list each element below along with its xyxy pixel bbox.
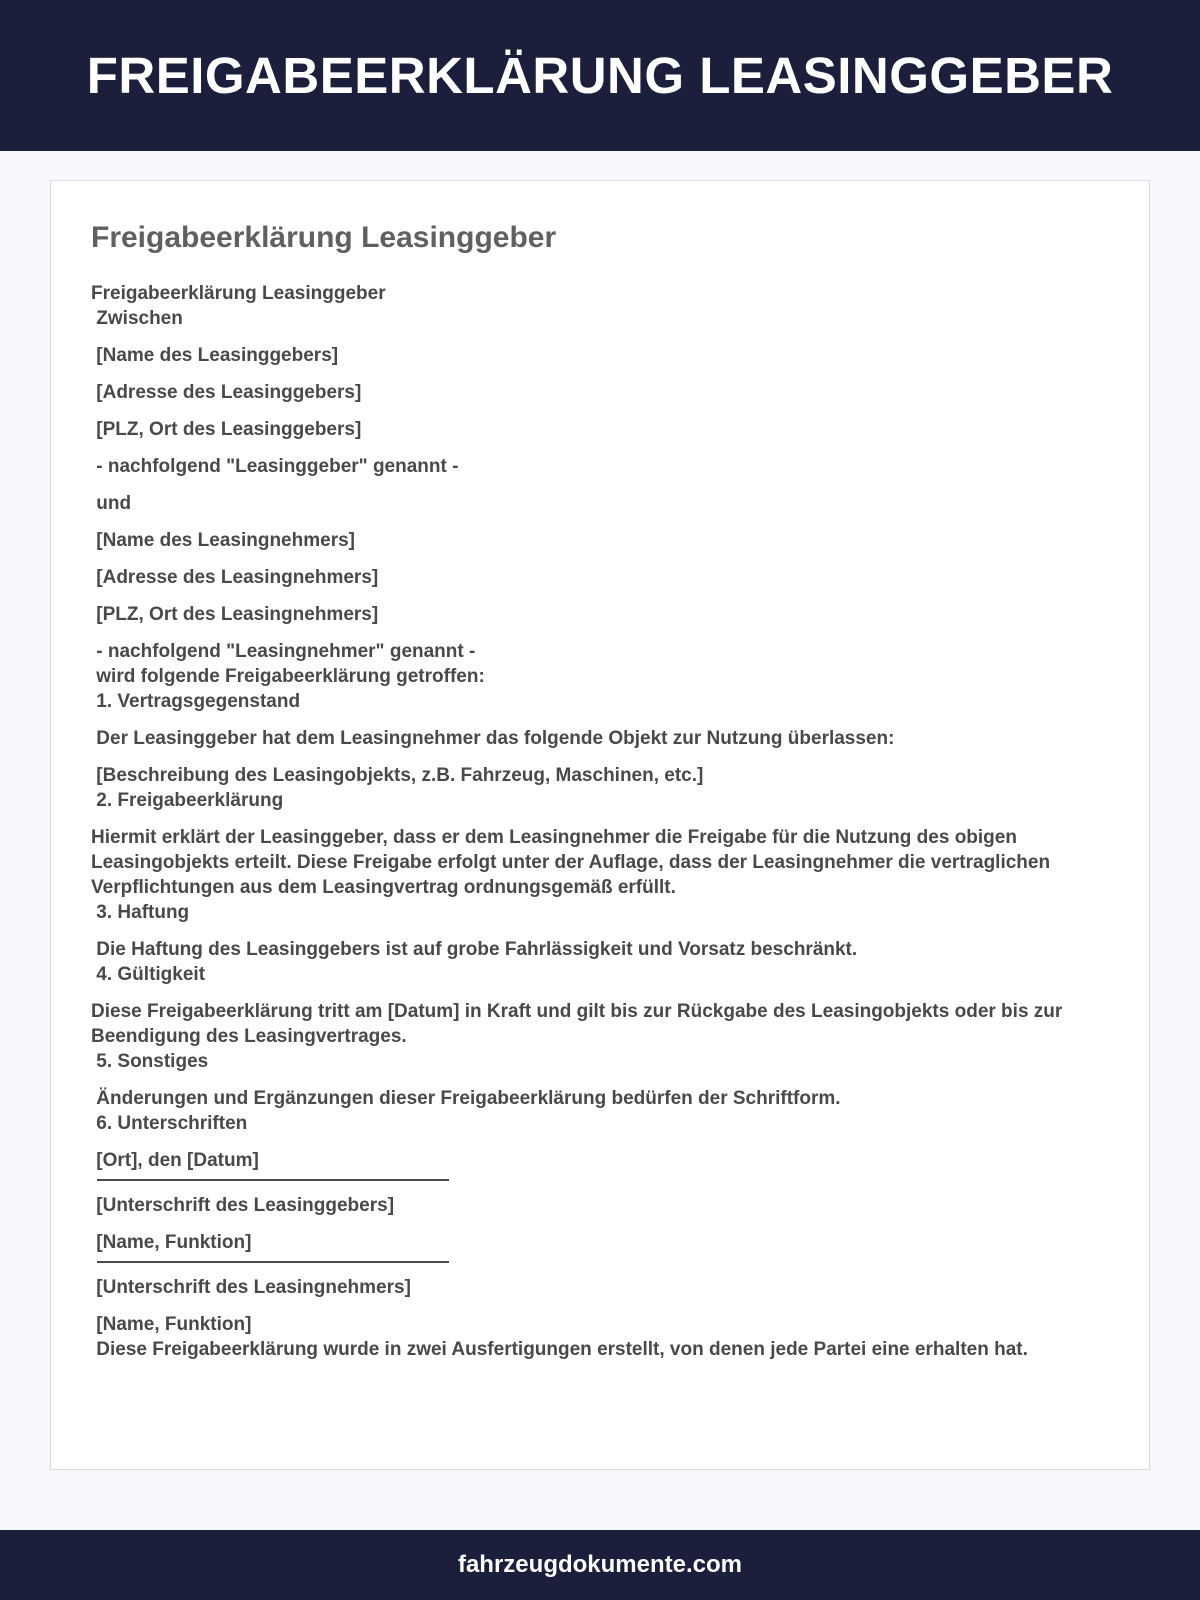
agreement-intro: wird folgende Freigabeerklärung getroffen: xyxy=(91,666,485,687)
lessor-designation: - nachfolgend "Leasinggeber" genannt - xyxy=(91,456,459,477)
closing-note: Diese Freigabeerklärung wurde in zwei Ausfertigungen erstellt, von denen jede Partei eine erhalten hat. xyxy=(91,1339,1028,1360)
signature-line-lessor xyxy=(97,1179,449,1181)
lessor-name: [Name des Leasinggebers] xyxy=(91,345,339,366)
section-2-heading: 2. Freigabeerklärung xyxy=(91,790,284,811)
signature-line-lessee xyxy=(97,1261,449,1263)
lessor-signature-label: [Unterschrift des Leasinggebers] xyxy=(91,1195,395,1216)
lessee-name-function: [Name, Funktion] xyxy=(91,1314,252,1335)
header-title: FREIGABEERKLÄRUNG LEASINGGEBER xyxy=(86,47,1114,104)
lessee-signature-label: [Unterschrift des Leasingnehmers] xyxy=(91,1277,411,1298)
intro-between: Zwischen xyxy=(91,308,183,329)
page-footer xyxy=(0,1530,1200,1600)
lessor-city: [PLZ, Ort des Leasinggebers] xyxy=(91,419,362,440)
lessor-address: [Adresse des Leasinggebers] xyxy=(91,382,362,403)
section-5-text: Änderungen und Ergänzungen dieser Freigabeerklärung bedürfen der Schriftform. xyxy=(91,1088,841,1109)
section-1-object: [Beschreibung des Leasingobjekts, z.B. Fahrzeug, Maschinen, etc.] xyxy=(91,765,704,786)
lessee-designation: - nachfolgend "Leasingnehmer" genannt - xyxy=(91,641,476,662)
lessee-address: [Adresse des Leasingnehmers] xyxy=(91,567,379,588)
document-title: Freigabeerklärung Leasinggeber xyxy=(91,221,557,254)
document-card xyxy=(50,180,1150,1470)
section-6-heading: 6. Unterschriften xyxy=(91,1113,248,1134)
section-4-text: Diese Freigabeerklärung tritt am [Datum] in Kraft und gilt bis zur Rückgabe des Leasingobjekts oder bis zur Beendigung des Leasingvertrages. xyxy=(91,1001,1063,1047)
section-5-heading: 5. Sonstiges xyxy=(91,1051,209,1072)
section-2-text: Hiermit erklärt der Leasinggeber, dass er dem Leasingnehmer die Freigabe für die Nutzung des obigen Leasingobjekts erteilt. Diese Freigabe erfolgt unter der Auflage, dass der Leasingnehmer die vertraglichen Verpflichtungen aus dem Leasingvertrag ordnungsgemäß erfüllt. xyxy=(91,827,1051,898)
section-3-heading: 3. Haftung xyxy=(91,902,190,923)
and-line: und xyxy=(91,493,132,514)
footer-site: fahrzeugdokumente.com xyxy=(457,1551,743,1578)
section-3-text: Die Haftung des Leasinggebers ist auf grobe Fahrlässigkeit und Vorsatz beschränkt. xyxy=(91,939,858,960)
section-1-text: Der Leasinggeber hat dem Leasingnehmer das folgende Objekt zur Nutzung überlassen: xyxy=(91,728,895,749)
section-4-heading: 4. Gültigkeit xyxy=(91,964,206,985)
document-body xyxy=(91,281,1091,1362)
lessor-name-function: [Name, Funktion] xyxy=(91,1232,252,1253)
page-header xyxy=(0,0,1200,151)
place-date: [Ort], den [Datum] xyxy=(91,1150,259,1171)
lessee-city: [PLZ, Ort des Leasingnehmers] xyxy=(91,604,379,625)
lessee-name: [Name des Leasingnehmers] xyxy=(91,530,355,551)
section-1-heading: 1. Vertragsgegenstand xyxy=(91,691,301,712)
heading-line: Freigabeerklärung Leasinggeber xyxy=(91,283,386,304)
